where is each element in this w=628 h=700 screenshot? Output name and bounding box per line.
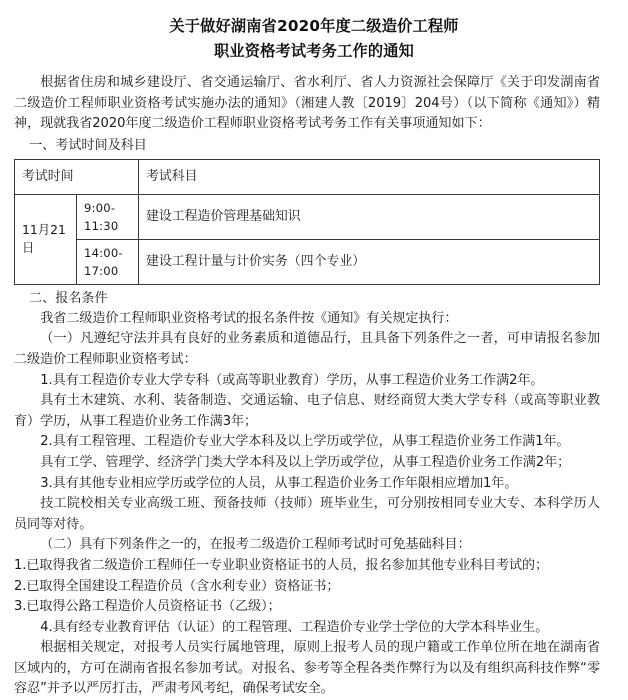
section-heading-two: 二、报名条件: [29, 290, 108, 306]
p-item-3-sub: 技工院校相关专业高级工班、预备技师（技师）班毕业生，可分别按相同专业大专、本科学历人员同等对待。: [14, 496, 600, 532]
intro-block: [0, 73, 628, 156]
p-eligibility-general: 我省二级造价工程师职业资格考试的报名条件按《通知》有关规定执行：: [40, 310, 458, 326]
exam-schedule-table-wrap: [0, 159, 628, 285]
page-title-line-1: 关于做好湖南省2020年度二级造价工程师: [169, 17, 459, 35]
p-exempt-3: 3.已取得公路工程造价人员资格证书（乙级）；: [14, 599, 281, 615]
p-item-2-sub: 具有工学、管理学、经济学门类大学本科及以上学历或学位，从事工程造价业务工作满2年；: [40, 454, 571, 470]
cell-exam-date: 11月21日: [15, 194, 77, 284]
p-closing: 根据相关规定，对报考人员实行属地管理，原则上报考人员的现户籍或工作单位所在地在湖南省区域内的，方可在湖南省报名参加考试。对报名、参考等全程各类作弊行为以及有组织高科技作弊“零容忍”并予以严厉打击，严肃考风考纪，确保考试安全。: [14, 640, 600, 697]
p-exempt-4: 4.具有经专业教育评估（认证）的工程管理、工程造价专业学士学位的大学本科毕业生。: [40, 619, 549, 635]
exam-schedule-table: [14, 159, 600, 285]
page-title-line-2: 职业资格考试考务工作的通知: [213, 42, 415, 60]
intro-paragraph: 根据省住房和城乡建设厅、省交通运输厅、省水利厅、省人力资源社会保障厅《关于印发湖南省二级造价工程师职业资格考试实施办法的通知》（湘建人教〔2019〕204号）（以下简称《通知》）精神，现就我省2020年度二级造价工程师职业资格考试考务工作有关事项通知如下：: [14, 75, 600, 132]
p-exempt-1: 1.已取得我省二级造价工程师任一专业职业资格证书的人员，报名参加其他专业科目考试的；: [14, 557, 549, 573]
table-row: [15, 194, 600, 239]
cell-subject-afternoon: 建设工程计量与计价实务（四个专业）: [139, 239, 600, 284]
paragraph-list: [14, 309, 600, 700]
header-cell-exam-time: 考试时间: [15, 159, 139, 194]
main-body-block: [0, 288, 628, 700]
p-item-1-sub: 具有土木建筑、水利、装备制造、交通运输、电子信息、财经商贸大类大学专科（或高等职业教育）学历，从事工程造价业务工作满3年；: [14, 393, 600, 429]
cell-subject-morning: 建设工程造价管理基础知识: [139, 194, 600, 239]
p-item-3: 3.具有其他专业相应学历或学位的人员，从事工程造价业务工作年限相应增加1年。: [40, 475, 518, 491]
table-header-row: [15, 159, 600, 194]
p-condition-two: （二）具有下列条件之一的，在报考二级造价工程师考试时可免基础科目：: [40, 537, 471, 553]
table-row: [15, 239, 600, 284]
page-title: [0, 0, 628, 64]
p-item-2: 2.具有工程管理、工程造价专业大学本科及以上学历或学位，从事工程造价业务工作满1年。: [40, 434, 570, 450]
section-heading-one: 一、考试时间及科目: [29, 137, 147, 153]
cell-time-slot-afternoon: 14:00-17:00: [77, 239, 139, 284]
cell-time-slot-morning: 9:00-11:30: [77, 194, 139, 239]
p-condition-one: （一）凡遵纪守法并具有良好的业务素质和道德品行，且具备下列条件之一者，可申请报名参加二级造价工程师职业资格考试：: [14, 331, 600, 367]
header-cell-exam-subject: 考试科目: [139, 159, 600, 194]
p-exempt-2: 2.已取得全国建设工程造价员（含水利专业）资格证书；: [14, 578, 340, 594]
p-item-1: 1.具有工程造价专业大学专科（或高等职业教育）学历，从事工程造价业务工作满2年。: [40, 372, 544, 388]
